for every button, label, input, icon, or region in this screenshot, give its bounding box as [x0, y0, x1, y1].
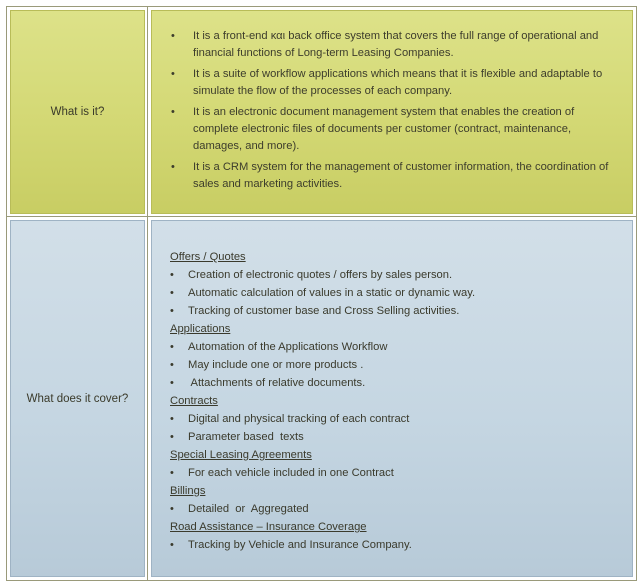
list-item-text: May include one or more products .: [188, 359, 364, 371]
section-title-offers: Offers / Quotes: [170, 251, 246, 263]
list-item: [170, 338, 621, 356]
section-title-road-assistance: Road Assistance – Insurance Coverage: [170, 521, 367, 533]
list-item-text: It is an electronic document management system that enables the creation of complete electronic files of documents per customer (contract, maintenance, damages, and more).: [193, 106, 575, 152]
list-item-text: Automatic calculation of values in a static or dynamic way.: [188, 287, 476, 299]
bullet-icon: •: [171, 106, 175, 118]
list-item: [170, 266, 621, 284]
bullet-icon: •: [170, 431, 174, 443]
list-item: [170, 410, 621, 428]
list-item: [171, 28, 621, 62]
coverage-list: [170, 248, 621, 554]
what-is-it-label: What is it?: [50, 106, 105, 118]
bullet-icon: •: [170, 503, 174, 515]
what-is-it-label-cell: [7, 7, 148, 217]
what-does-it-cover-body-cell: [148, 217, 636, 580]
list-item: [171, 159, 621, 193]
list-item-text: It is a CRM system for the management of customer information, the coordination of sales and marketing activities.: [193, 161, 609, 190]
list-item: [170, 428, 621, 446]
list-item-text: Digital and physical tracking of each contract: [188, 413, 410, 425]
section-title-billings: Billings: [170, 485, 206, 497]
what-is-it-body-cell: [148, 7, 636, 217]
bullet-icon: •: [170, 413, 174, 425]
bullet-icon: •: [170, 467, 174, 479]
list-item: [170, 302, 621, 320]
list-item-text: Creation of electronic quotes / offers by sales person.: [188, 269, 453, 281]
section-title-contracts: Contracts: [170, 395, 218, 407]
list-item: [170, 464, 621, 482]
list-item: [170, 356, 621, 374]
feature-table: [4, 4, 638, 582]
bullet-icon: •: [171, 30, 175, 42]
list-item-text: Attachments of relative documents.: [188, 377, 366, 389]
list-item-text: It is a front-end και back office system that covers the full range of operational and financial functions of Long-term Leasing Companies.: [193, 30, 599, 59]
section-title-special-leasing: Special Leasing Agreements: [170, 449, 312, 461]
bullet-icon: •: [170, 341, 174, 353]
list-item-text: Parameter based texts: [188, 431, 304, 443]
bullet-icon: •: [171, 161, 175, 173]
bullet-icon: •: [170, 269, 174, 281]
bullet-icon: •: [170, 539, 174, 551]
bullet-icon: •: [170, 287, 174, 299]
list-item-text: For each vehicle included in one Contract: [188, 467, 394, 479]
bullet-icon: •: [171, 68, 175, 80]
section-title-applications: Applications: [170, 323, 231, 335]
list-item: [170, 374, 621, 392]
list-item: [170, 284, 621, 302]
list-item-text: Automation of the Applications Workflow: [188, 341, 388, 353]
what-does-it-cover-label-cell: [7, 217, 148, 580]
list-item: [171, 104, 621, 155]
list-item-text: Detailed or Aggregated: [188, 503, 309, 515]
list-item: [171, 66, 621, 100]
what-does-it-cover-label: What does it cover?: [26, 392, 129, 405]
list-item: [170, 500, 621, 518]
list-item-text: It is a suite of workflow applications which means that it is flexible and adaptable to simulate the flow of the processes of each company.: [193, 68, 603, 97]
bullet-icon: •: [170, 305, 174, 317]
list-item: [170, 536, 621, 554]
list-item-text: Tracking by Vehicle and Insurance Company.: [188, 539, 412, 551]
bullet-icon: •: [170, 359, 174, 371]
what-is-it-list: [171, 28, 621, 197]
list-item-text: Tracking of customer base and Cross Selling activities.: [188, 305, 460, 317]
bullet-icon: •: [170, 377, 174, 389]
